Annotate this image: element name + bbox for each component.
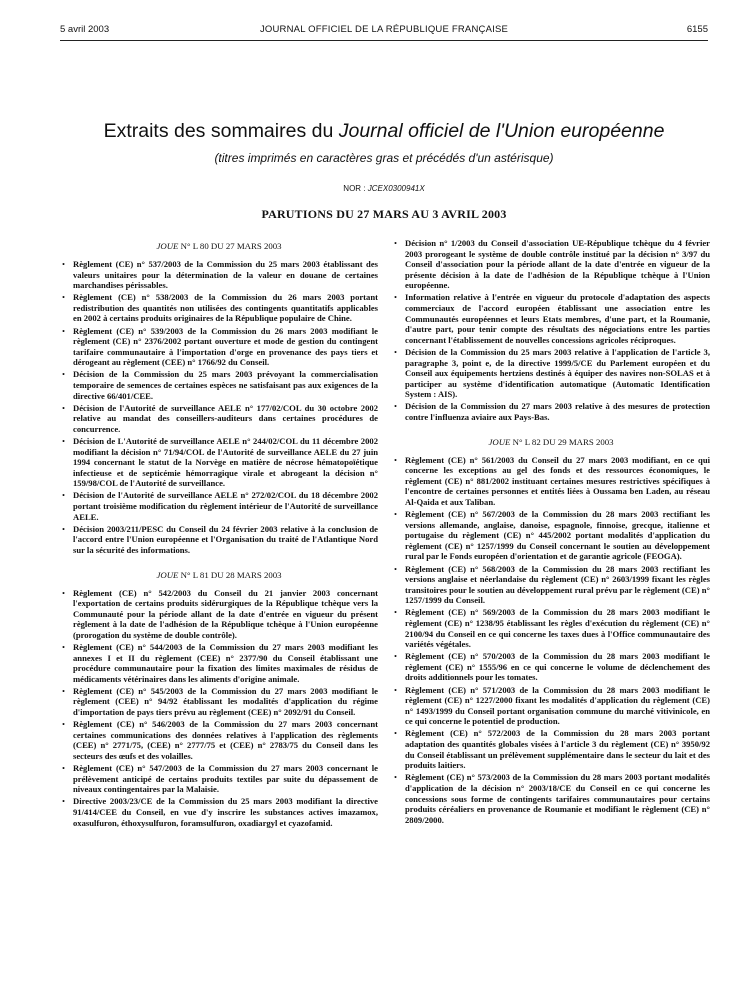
section-heading [60,241,378,252]
nor-label: NOR : [343,184,368,193]
list-item: • Directive 2003/23/CE de la Commission du 25 mars 2003 modifiant la directive 91/414/CEE du Conseil, en vue d'y inscrire les substances actives imazamox, oxasulfuron, éthoxysulfuron, foramsulfuron, oxadiargyl et cyazofamid. [60,796,378,828]
list-item: • Décision de L'Autorité de surveillance AELE n° 244/02/COL du 11 décembre 2002 modifiant la décision n° 71/94/COL de l'Autorité de surveillance AELE du 27 juin 1994 concernant le statut de la Norvège en matière de nécrose hématopoïétique infectieuse et de septicémie hémorragique virale et abrogeant la décision n° 159/98/COL de l'Autorité de surveillance. [60,436,378,489]
list-item: • Décision de l'Autorité de surveillance AELE n° 272/02/COL du 18 décembre 2002 portant troisième modification du règlement intérieur de l'Autorité de surveillance AELE. [60,490,378,522]
list-item: • Information relative à l'entrée en vigueur du protocole d'adaptation des aspects commerciaux de l'accord européen établissant une association entre les Communautés européennes et leurs Etats membres, d'une part, et la Roumanie, d'autre part, pour tenir compte des résultats des négociations entre les parties concernant l'établissement de nouvelles concessions agricoles réciproques. [392,292,710,345]
list-item: • Règlement (CE) n° 537/2003 de la Commission du 25 mars 2003 établissant des valeurs unitaires pour la détermination de la valeur en douane de certaines marchandises périssables. [60,259,378,291]
list-item: • Règlement (CE) n° 545/2003 de la Commission du 27 mars 2003 modifiant le règlement (CEE) n° 94/92 établissant les modalités d'application du régime d'importation de pays tiers prévu au règlement (CEE) n° 2092/91 du Conseil. [60,686,378,718]
parutions-heading: PARUTIONS DU 27 MARS AU 3 AVRIL 2003 [261,207,507,221]
running-header [60,24,708,38]
list-item: • Décision de la Commission du 25 mars 2003 relative à l'application de l'article 3, paragraphe 3, point e, de la directive 1999/5/CE du Parlement européen et du Conseil aux équipements hertziens destinés à équiper des navires non-SOLAS et à participer au système d'identification automatique (Automatic Identification System : AIS). [392,347,710,400]
list-item: • Règlement (CE) n° 538/2003 de la Commission du 26 mars 2003 portant redistribution des quantités non utilisées des contingents quantitatifs applicables en 2002 à certains produits originaires de la République populaire de Chine. [60,292,378,324]
list-item: • Règlement (CE) n° 546/2003 de la Commission du 27 mars 2003 concernant certaines communications des données relatives à l'application des règlements (CEE) n° 2771/75, (CEE) n° 2777/75 et (CEE) n° 2783/75 du Conseil dans les secteurs des œufs et des volailles. [60,719,378,761]
list-item: • Règlement (CE) n° 547/2003 de la Commission du 27 mars 2003 concernant le prélèvement anticipé de certains produits textiles par suite du dépassement de niveaux contingentaires par la Malaisie. [60,763,378,795]
right-column [392,238,710,827]
list-item: • Décision 2003/211/PESC du Conseil du 24 février 2003 relative à la conclusion de l'accord entre l'Union européenne et l'Organisation du traité de l'Atlantique Nord sur la sécurité des informations. [60,524,378,556]
page-title-prefix: Extraits des sommaires du [103,120,339,142]
list-item: • Règlement (CE) n° 544/2003 de la Commission du 27 mars 2003 modifiant les annexes I et II du règlement (CEE) n° 2377/90 du Conseil établissant une procédure communautaire pour la fixation des limites maximales de résidus de médicaments vétérinaires dans les aliments d'origine animale. [60,642,378,684]
list-item: • Règlement (CE) n° 539/2003 de la Commission du 26 mars 2003 modifiant le règlement (CE) n° 2376/2002 portant ouverture et mode de gestion du contingent tarifaire communautaire à l'importation d'orge en provenance des pays tiers et dérogeant au règlement (CEE) n° 1766/92 du Conseil. [60,326,378,368]
header-date: 5 avril 2003 [60,24,110,35]
list-item: • Règlement (CE) n° 571/2003 de la Commission du 28 mars 2003 modifiant le règlement (CE) n° 1227/2000 fixant les modalités d'application du règlement (CE) n° 1493/1999 du Conseil portant organisation commune du marché vitivinicole, en ce qui concerne le potentiel de production. [392,685,710,727]
list-item: • Règlement (CE) n° 567/2003 de la Commission du 28 mars 2003 rectifiant les versions allemande, anglaise, danoise, espagnole, finnoise, grecque, italienne et portugaise du règlement (CE) n° 445/2002 portant modalités d'application du règlement (CE) n° 1257/1999 du Conseil concernant le soutien au développement rural par le Fonds européen d'orientation et de garantie agricole (FEOGA). [392,509,710,562]
header-journal: JOURNAL OFFICIEL DE LA RÉPUBLIQUE FRANÇAISE [259,24,509,35]
list-item: • Décision de la Commission du 27 mars 2003 relative à des mesures de protection contre l'influenza aviaire aux Pays-Bas. [392,401,710,422]
section-heading [392,437,710,448]
nor-value: JCEX0300941X [367,184,425,193]
section-heading-journal: JOUE [156,241,179,251]
section-heading-journal: JOUE [156,569,179,580]
list-item: • Décision de l'Autorité de surveillance AELE n° 177/02/COL du 30 octobre 2002 relative au mandat des conseillers-auditeurs dans certaines procédures de concurrence. [60,403,378,435]
list-item: • Règlement (CE) n° 570/2003 de la Commission du 28 mars 2003 modifiant le règlement (CE) n° 1555/96 en ce qui concerne le volume de déclenchement des droits additionnels pour les tomates. [392,651,710,683]
list-item: • Règlement (CE) n° 572/2003 de la Commission du 28 mars 2003 portant adaptation des quantités globales visées à l'article 3 du règlement (CE) n° 3950/92 du Conseil établissant un prélèvement supplémentaire dans le secteur du lait et des produits laitiers. [392,728,710,770]
section-heading-issue: N° L 80 DU 27 MARS 2003 [178,241,282,251]
header-page-number: 6155 [686,24,708,35]
header-rule [60,40,708,41]
page-subtitle: (titres imprimés en caractères gras et précédés d'un astérisque) [214,151,554,165]
section-heading-issue: N° L 82 DU 29 MARS 2003 [510,436,614,447]
list-item: • Règlement (CE) n° 542/2003 du Conseil du 21 janvier 2003 concernant l'exportation de certains produits sidérurgiques de la République tchèque vers la Communauté pour la période allant de la date d'entrée en vigueur du présent règlement à la date de l'adhésion de la République tchèque à l'Union européenne (prorogation du système de double contrôle). [60,588,378,641]
section-heading [60,570,378,581]
section-heading-issue: N° L 81 DU 28 MARS 2003 [178,569,282,580]
list-item: • Règlement (CE) n° 569/2003 de la Commission du 28 mars 2003 modifiant le règlement (CE) n° 1238/95 établissant les règles d'exécution du règlement (CE) n° 2100/94 du Conseil en ce qui concerne les taxes dues à l'Office communautaire des variétés végétales. [392,607,710,649]
section-heading-journal: JOUE [488,436,511,447]
list-item: • Règlement (CE) n° 561/2003 du Conseil du 27 mars 2003 modifiant, en ce qui concerne les exceptions au gel des fonds et des ressources économiques, le règlement (CE) n° 881/2002 instituant certaines mesures restrictives spécifiques à l'encontre de certaines personnes et entités liées à Oussama ben Laden, au réseau Al-Qaida et aux Taliban. [392,455,710,508]
list-item: • Décision n° 1/2003 du Conseil d'association UE-République tchèque du 4 février 2003 prorogeant le système de double contrôle institué par la décision n° 3/97 du Conseil d'association pour la période allant de la date d'entrée en vigueur de la présente décision à la date de l'adhésion de la République tchèque à l'Union européenne. [392,238,710,291]
nor-reference [60,184,708,193]
list-item: • Règlement (CE) n° 573/2003 de la Commission du 28 mars 2003 portant modalités d'application de la décision n° 2003/18/CE du Conseil en ce qui concerne les concessions sous forme de contingents tarifaires communautaires pour certains produits céréaliers en provenance de Roumanie et modifiant le règlement (CE) n° 2809/2000. [392,772,710,825]
page-title-journal: Journal officiel de l'Union européenne [338,120,665,142]
left-column [60,238,378,830]
list-item: • Règlement (CE) n° 568/2003 de la Commission du 28 mars 2003 rectifiant les versions anglaise et néerlandaise du règlement (CE) n° 2603/1999 fixant les règles transitoires pour le soutien au développement rural prévu par le règlement (CE) n° 1257/1999 du Conseil. [392,564,710,606]
page-title [60,120,708,143]
list-item: • Décision de la Commission du 25 mars 2003 prévoyant la commercialisation temporaire de semences de certaines espèces ne satisfaisant pas aux exigences de la directive 66/401/CEE. [60,369,378,401]
